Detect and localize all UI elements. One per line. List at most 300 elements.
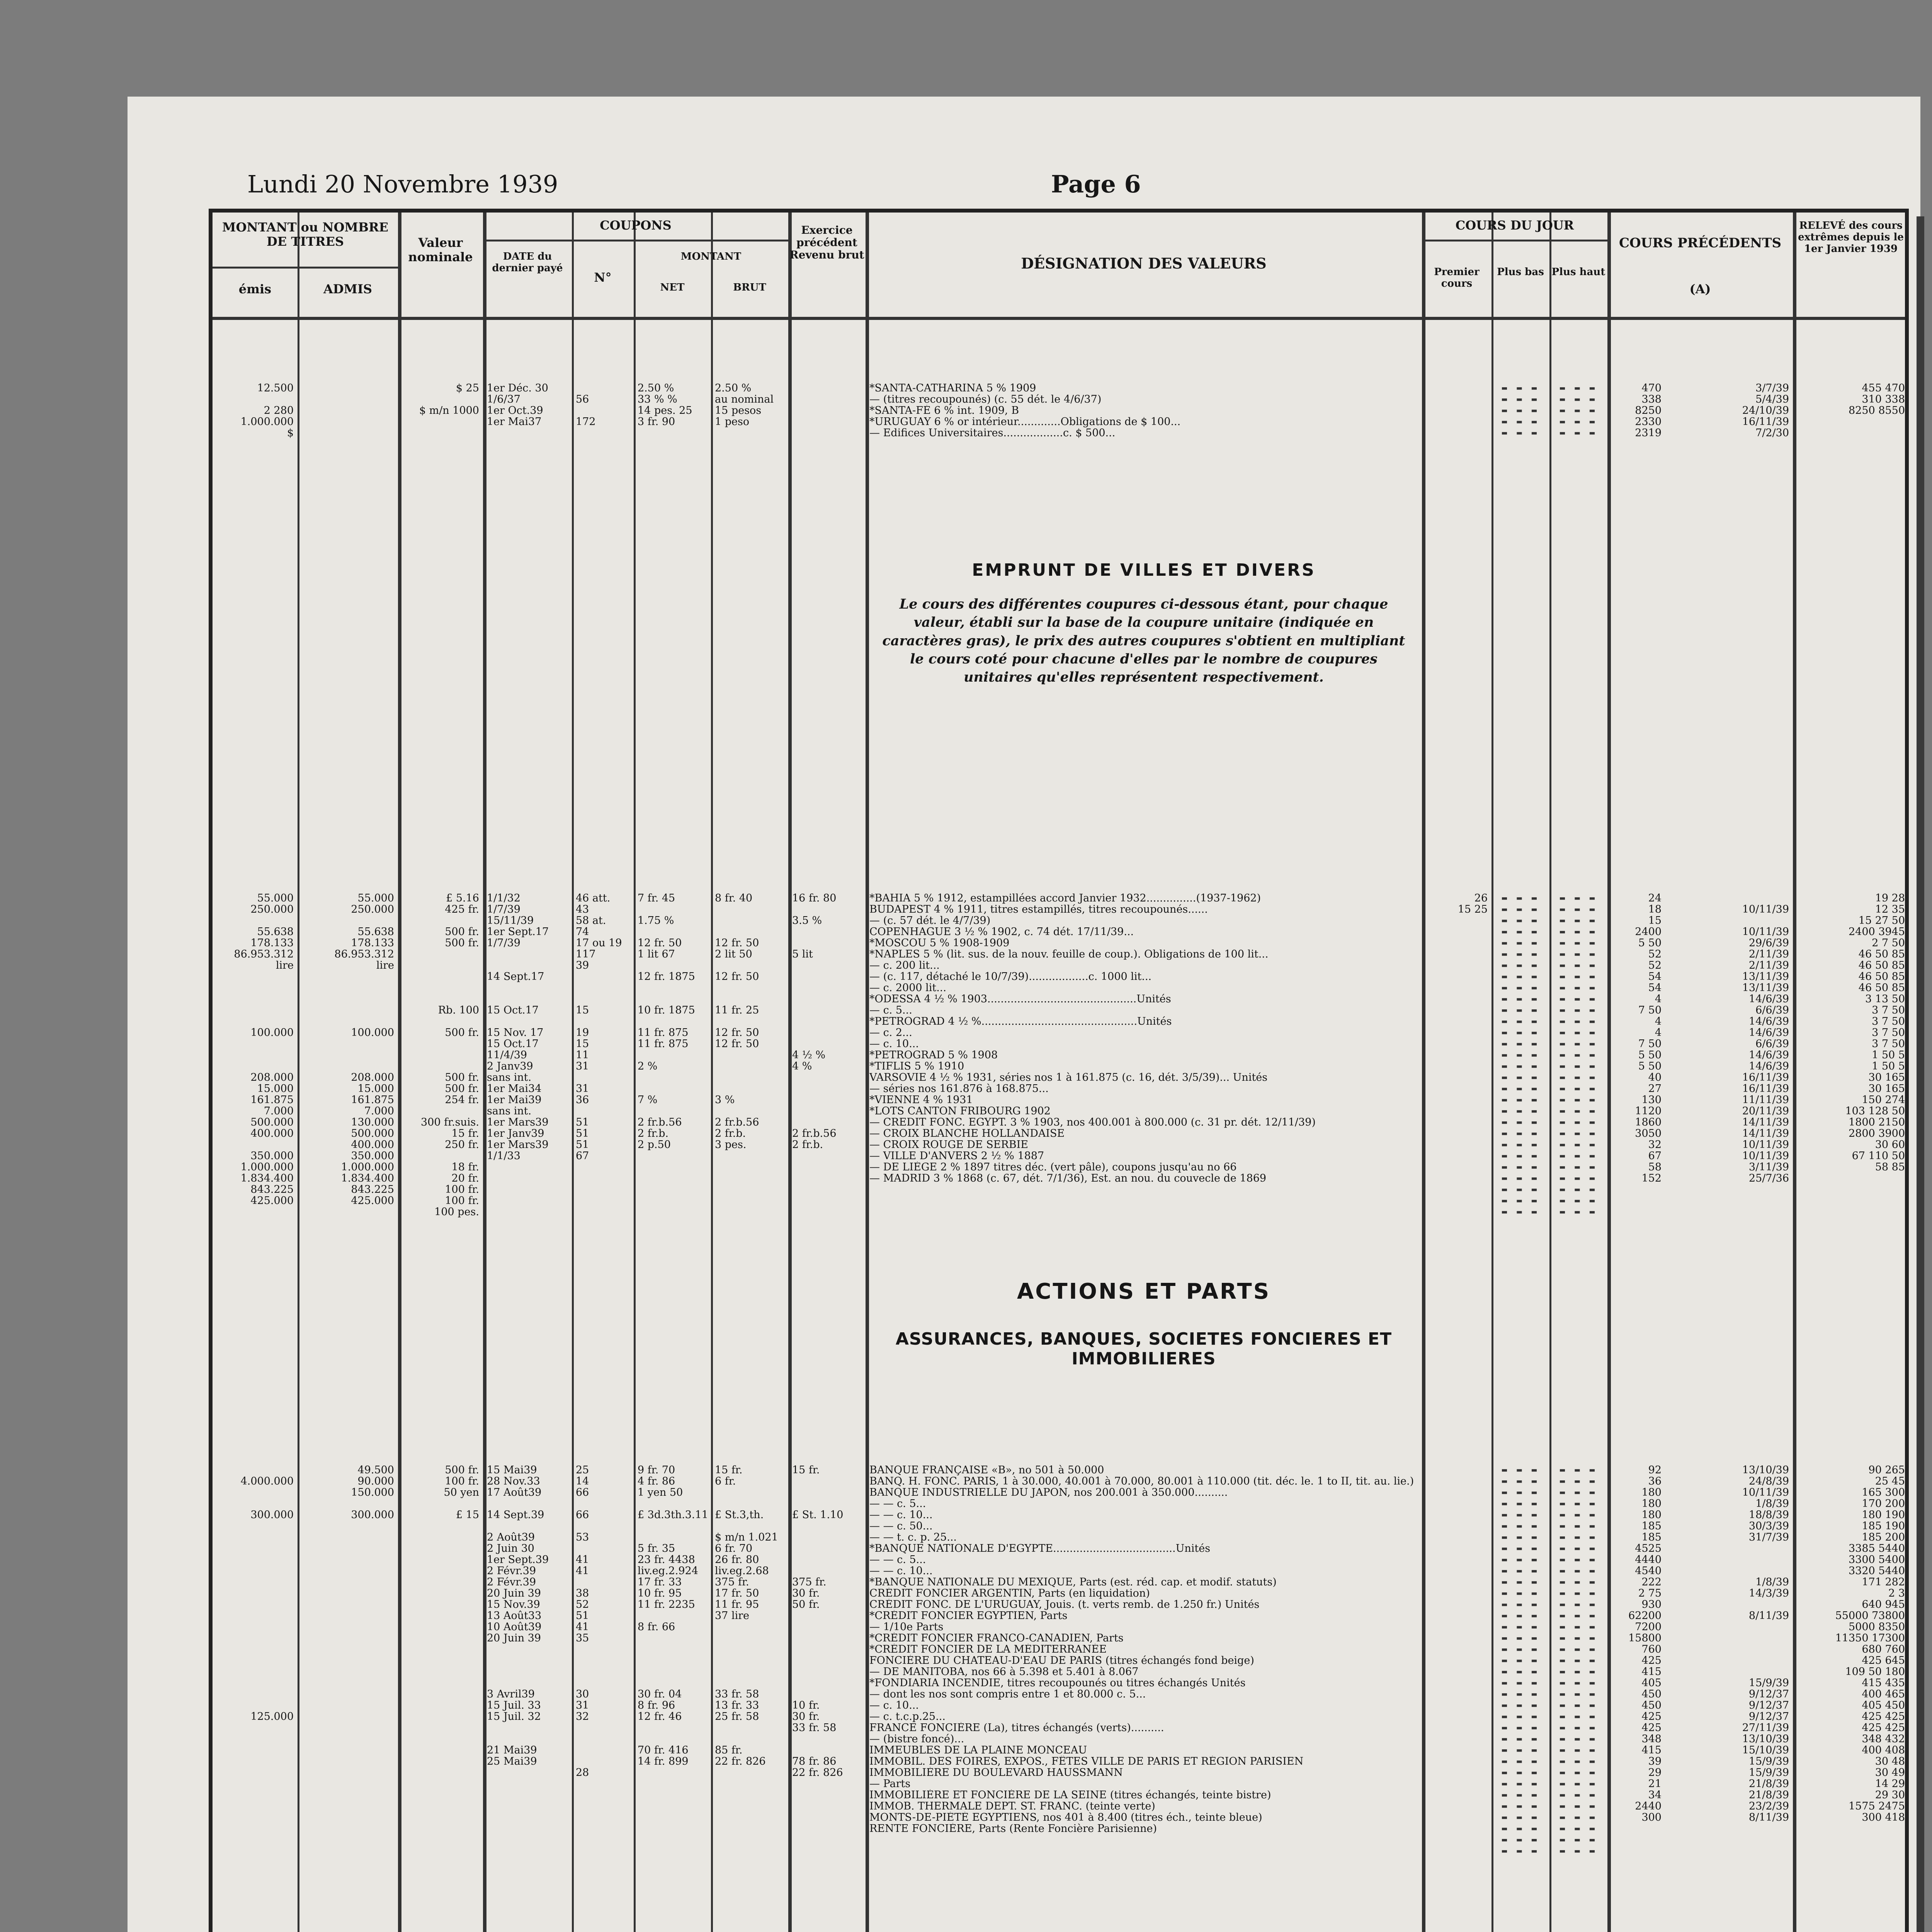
table-cell: 46 50 85	[1858, 982, 1905, 993]
table-cell	[576, 1105, 630, 1117]
table-cell: 18	[1648, 904, 1662, 915]
dash-placeholder: ▬ ▬ ▬	[1560, 1577, 1597, 1587]
table-cell	[216, 982, 294, 993]
emprunts-dates-prec-column	[1700, 893, 1789, 1218]
table-cell: 11	[576, 1049, 589, 1061]
col-sep	[483, 213, 486, 1932]
table-cell: 5 lit	[792, 949, 813, 960]
dash-placeholder: ▬ ▬ ▬	[1502, 428, 1539, 438]
table-cell: 15 fr.	[451, 1128, 479, 1139]
table-cell: 19	[576, 1027, 589, 1038]
table-cell	[792, 1105, 864, 1117]
table-cell: 300 418	[1862, 1812, 1905, 1823]
table-cell: 9/12/37	[1748, 1689, 1789, 1700]
table-cell: 14/6/39	[1748, 1061, 1789, 1072]
table-cell	[1426, 1498, 1488, 1509]
table-cell	[638, 1733, 709, 1745]
table-cell: 14 fr. 899	[638, 1756, 689, 1767]
table-cell	[638, 1610, 709, 1621]
table-cell: 6 fr. 70	[715, 1543, 753, 1554]
table-cell: VARSOVIE 4 ½ % 1931, séries nos 1 à 161.875 (c. 16, dét. 3/5/39)... Unités	[869, 1072, 1268, 1083]
assurances-plus-haut-column	[1553, 1464, 1604, 1857]
table-cell	[715, 1173, 786, 1184]
dash-placeholder: ▬ ▬ ▬	[1560, 1173, 1597, 1183]
table-cell	[715, 1061, 786, 1072]
table-cell	[792, 993, 864, 1005]
table-cell: 37 lire	[715, 1610, 750, 1621]
table-cell	[402, 1689, 479, 1700]
table-cell	[638, 1173, 709, 1184]
table-cell: 300.000	[351, 1509, 394, 1520]
table-cell: 66	[576, 1509, 589, 1520]
table-cell: 1 lit 67	[638, 949, 675, 960]
table-cell	[576, 1845, 630, 1857]
table-cell	[301, 1722, 394, 1733]
table-cell: 11 fr. 875	[638, 1027, 689, 1038]
table-cell	[1611, 1845, 1662, 1857]
table-cell	[1426, 1038, 1488, 1049]
table-cell	[1426, 1745, 1488, 1756]
dash-placeholder: ▬ ▬ ▬	[1502, 1701, 1539, 1710]
table-cell: 24/10/39	[1742, 405, 1789, 416]
emprunts-note: Le cours des différentes coupures ci-dessous étant, pour chaque valeur, établi sur la base de la coupure unitaire (indiquée en caractères gras), le prix des autres coupures s'obtient en multipliant le cours coté pour chacune d'elles par le nombre de coupures unitaires qu'elles représentent respectivement.	[882, 596, 1405, 685]
table-cell: 7200	[1635, 1621, 1662, 1633]
table-cell	[301, 1038, 394, 1049]
table-cell	[792, 1162, 864, 1173]
table-cell	[638, 1677, 709, 1689]
table-cell	[1426, 915, 1488, 926]
table-cell	[1426, 383, 1488, 394]
table-cell: 185 200	[1862, 1532, 1905, 1543]
table-cell	[792, 1812, 864, 1823]
dash-placeholder: ▬ ▬ ▬	[1502, 1689, 1539, 1699]
table-cell	[487, 1845, 568, 1857]
dash-placeholder: ▬ ▬ ▬	[1560, 1801, 1597, 1811]
table-cell	[487, 427, 568, 439]
emprunts-emis-column	[216, 893, 294, 1218]
table-cell	[301, 1801, 394, 1812]
dash-placeholder: ▬ ▬ ▬	[1560, 893, 1597, 903]
table-cell	[638, 1823, 709, 1834]
dash-placeholder: ▬ ▬ ▬	[1560, 938, 1597, 948]
table-cell: 14 pes. 25	[638, 405, 692, 416]
dash-placeholder: ▬ ▬ ▬	[1502, 1723, 1539, 1733]
table-cell	[792, 1633, 864, 1644]
table-cell	[792, 1610, 864, 1621]
dash-placeholder: ▬ ▬ ▬	[1560, 1734, 1597, 1744]
table-cell: 13/10/39	[1742, 1733, 1789, 1745]
table-cell: 30/3/39	[1748, 1520, 1789, 1532]
dash-placeholder: ▬ ▬ ▬	[1502, 1510, 1539, 1520]
top-exercice-column	[792, 383, 864, 439]
table-cell: 15800	[1628, 1633, 1662, 1644]
table-cell: 15	[576, 1038, 589, 1049]
table-cell: 1er Janv39	[487, 1128, 544, 1139]
table-cell	[1426, 1823, 1488, 1834]
table-cell	[1426, 1195, 1488, 1206]
table-cell	[638, 427, 709, 439]
table-cell	[402, 1610, 479, 1621]
table-cell	[715, 1072, 786, 1083]
dash-placeholder: ▬ ▬ ▬	[1560, 1622, 1597, 1632]
table-cell	[715, 1789, 786, 1801]
table-cell	[1426, 1610, 1488, 1621]
table-cell: 49.500	[357, 1464, 394, 1476]
table-cell	[1611, 1834, 1662, 1845]
table-cell: 33 % %	[638, 394, 677, 405]
table-cell: 7 %	[638, 1094, 658, 1105]
table-cell: 300	[1641, 1812, 1662, 1823]
table-cell	[402, 1520, 479, 1532]
table-cell: 55000 73800	[1835, 1610, 1905, 1621]
table-cell: — CREDIT FONC. EGYPT. 3 % 1903, nos 400.001 à 800.000 (c. 31 pr. dét. 12/11/39)	[869, 1117, 1316, 1128]
assurances-valeur-column	[402, 1464, 479, 1857]
table-cell	[301, 1049, 394, 1061]
dash-placeholder: ▬ ▬ ▬	[1502, 1600, 1539, 1609]
table-cell: — c. t.c.p.25...	[869, 1711, 946, 1722]
table-cell: 250.000	[351, 904, 394, 915]
table-cell: 5 fr. 35	[638, 1543, 675, 1554]
table-cell: 25 45	[1875, 1476, 1905, 1487]
table-cell: *VIENNE 4 % 1931	[869, 1094, 973, 1105]
table-cell	[1426, 1655, 1488, 1666]
table-cell	[216, 1621, 294, 1633]
table-cell: 15	[1648, 915, 1662, 926]
table-cell: 4	[1655, 1016, 1662, 1027]
assurances-exercice-column	[792, 1464, 864, 1857]
table-cell: — — c. 5...	[869, 1498, 926, 1509]
table-cell: 30	[576, 1689, 589, 1700]
table-cell	[792, 1487, 864, 1498]
table-cell: 55.000	[257, 893, 294, 904]
table-cell	[638, 1834, 709, 1845]
table-cell: 86.953.312	[234, 949, 294, 960]
table-cell	[216, 1655, 294, 1666]
assurances-prec-column	[1611, 1464, 1662, 1857]
assurances-emis-column	[216, 1464, 294, 1857]
col-sep	[866, 213, 869, 1932]
table-cell: 3 fr. 90	[638, 416, 675, 427]
table-cell: £ 3d.3th.3.11	[638, 1509, 708, 1520]
table-cell	[1797, 1195, 1905, 1206]
dash-placeholder: ▬ ▬ ▬	[1502, 1544, 1539, 1553]
table-cell	[715, 1677, 786, 1689]
table-cell: 1575 2475	[1848, 1801, 1905, 1812]
table-cell: 1/8/39	[1755, 1498, 1789, 1509]
table-cell	[487, 1823, 568, 1834]
table-cell: 41	[576, 1565, 589, 1577]
dash-placeholder: ▬ ▬ ▬	[1560, 1151, 1597, 1161]
table-cell: 470	[1641, 383, 1662, 394]
table-cell: — CROIX BLANCHE HOLLANDAISE	[869, 1128, 1065, 1139]
table-cell: 17 fr. 33	[638, 1577, 682, 1588]
table-cell	[216, 1733, 294, 1745]
assurances-brut-column	[715, 1464, 786, 1857]
table-cell	[216, 1722, 294, 1733]
table-cell	[792, 1027, 864, 1038]
table-cell: 56	[576, 394, 589, 405]
table-cell	[576, 971, 630, 982]
table-cell: 41	[576, 1554, 589, 1565]
table-cell: 15 pesos	[715, 405, 762, 416]
table-cell	[792, 1745, 864, 1756]
table-cell	[1426, 1666, 1488, 1677]
table-cell	[402, 1700, 479, 1711]
table-cell	[1426, 427, 1488, 439]
table-cell	[792, 1689, 864, 1700]
table-cell: 32	[1648, 1139, 1662, 1150]
table-cell: 1er Mai39	[487, 1094, 542, 1105]
page-number: Page 6	[1051, 170, 1141, 198]
col-net: NET	[660, 282, 685, 293]
table-cell	[1426, 1049, 1488, 1061]
table-cell	[792, 960, 864, 971]
table-cell	[402, 1677, 479, 1689]
table-cell: — c. 200 lit...	[869, 960, 940, 971]
table-cell: 58 at.	[576, 915, 606, 926]
dash-placeholder: ▬ ▬ ▬	[1502, 1073, 1539, 1082]
table-cell: 3.5 %	[792, 915, 822, 926]
dash-placeholder: ▬ ▬ ▬	[1560, 905, 1597, 914]
table-cell: 46 att.	[576, 893, 611, 904]
table-cell	[792, 904, 864, 915]
header-subrule	[483, 240, 788, 242]
table-cell: 11 fr. 2235	[638, 1599, 695, 1610]
col-sep	[711, 213, 713, 1932]
top-dates-column	[487, 383, 568, 439]
table-cell: — c. 5...	[869, 1005, 912, 1016]
table-cell	[402, 1722, 479, 1733]
table-cell	[402, 1105, 479, 1117]
table-cell: 14/11/39	[1742, 1117, 1789, 1128]
table-cell	[715, 1162, 786, 1173]
dash-placeholder: ▬ ▬ ▬	[1560, 983, 1597, 993]
table-cell: 18 fr.	[451, 1162, 479, 1173]
table-cell	[216, 1745, 294, 1756]
table-cell	[792, 383, 864, 394]
table-cell: 13/11/39	[1742, 971, 1789, 982]
table-cell: 100 pes.	[434, 1206, 479, 1218]
table-cell: 58	[1648, 1162, 1662, 1173]
table-cell: 6/6/39	[1755, 1038, 1789, 1049]
dash-placeholder: ▬ ▬ ▬	[1560, 1084, 1597, 1094]
table-cell: *MOSCOU 5 % 1908-1909	[869, 937, 1010, 949]
table-cell: 250.000	[250, 904, 294, 915]
dash-placeholder: ▬ ▬ ▬	[1560, 1544, 1597, 1553]
table-cell: 15 fr.	[792, 1464, 820, 1476]
table-cell: *ODESSA 4 ½ % 1903.............................................Unités	[869, 993, 1171, 1005]
table-cell: sans int.	[487, 1072, 532, 1083]
table-cell: 10 Août39	[487, 1621, 542, 1633]
table-cell	[576, 1677, 630, 1689]
dash-placeholder: ▬ ▬ ▬	[1502, 1566, 1539, 1576]
table-cell	[792, 1845, 864, 1857]
table-cell	[402, 1778, 479, 1789]
table-cell: 2 %	[638, 1061, 658, 1072]
table-cell: 2319	[1635, 427, 1662, 439]
table-cell	[792, 394, 864, 405]
table-cell: 12 fr. 50	[715, 1038, 759, 1049]
table-cell: *CRÉDIT FONCIER DE LA MÉDITERRANÉE	[869, 1644, 1107, 1655]
table-cell: *BANQUE NATIONALE DU MEXIQUE, Parts (est. réd. cap. et modif. statuts)	[869, 1577, 1277, 1588]
table-cell	[638, 904, 709, 915]
table-cell	[402, 993, 479, 1005]
table-cell	[638, 1722, 709, 1733]
table-cell: 1.000.000	[341, 1162, 394, 1173]
table-cell: 400.000	[351, 1139, 394, 1150]
table-cell	[638, 1105, 709, 1117]
emprunts-releve-column	[1797, 893, 1905, 1218]
table-cell: *FONDIARIA INCENDIE, titres recoupounés ou titres échangés Unités	[869, 1677, 1246, 1689]
table-cell: au nominal	[715, 394, 774, 405]
table-cell: 180 190	[1862, 1509, 1905, 1520]
table-cell: 8250 8550	[1848, 405, 1905, 416]
table-cell	[301, 1767, 394, 1778]
table-cell	[638, 1655, 709, 1666]
table-cell	[638, 1801, 709, 1812]
table-cell: 14 Sept.39	[487, 1509, 544, 1520]
table-cell: 51	[576, 1610, 589, 1621]
assurances-releve-column	[1797, 1464, 1905, 1857]
table-cell	[792, 926, 864, 937]
table-cell: 8250	[1635, 405, 1662, 416]
table-cell: — c. 2000 lit...	[869, 982, 947, 993]
table-cell: 208.000	[351, 1072, 394, 1083]
table-cell: 7 50	[1638, 1038, 1662, 1049]
dash-placeholder: ▬ ▬ ▬	[1502, 949, 1539, 959]
table-cell	[638, 1812, 709, 1823]
col-sep	[1422, 213, 1425, 1932]
table-cell	[1611, 1184, 1662, 1195]
table-cell	[1426, 1162, 1488, 1173]
table-cell: 415	[1641, 1666, 1662, 1677]
table-cell	[487, 1778, 568, 1789]
table-cell	[1426, 1139, 1488, 1150]
table-cell: 500 fr.	[445, 1072, 479, 1083]
table-cell: 1800 2150	[1848, 1117, 1905, 1128]
table-cell: *URUGUAY 6 % or intérieur.............Obligations de $ 100...	[869, 416, 1181, 427]
table-cell: — Parts	[869, 1778, 911, 1789]
table-cell	[1426, 926, 1488, 937]
table-cell	[1426, 1700, 1488, 1711]
table-cell	[576, 1173, 630, 1184]
col-coupons: COUPONS	[600, 218, 672, 233]
table-cell: 500.000	[351, 1128, 394, 1139]
table-cell: 161.875	[351, 1094, 394, 1105]
table-cell	[1611, 1195, 1662, 1206]
table-cell: 3 7 50	[1872, 1038, 1905, 1049]
table-cell: 4440	[1635, 1554, 1662, 1565]
table-cell	[1700, 1633, 1789, 1644]
table-cell: £ St. 1.10	[792, 1509, 844, 1520]
table-cell	[402, 1016, 479, 1027]
top-admis-column	[301, 383, 394, 439]
dash-placeholder: ▬ ▬ ▬	[1502, 406, 1539, 415]
table-cell	[1426, 1206, 1488, 1218]
table-cell	[402, 1061, 479, 1072]
table-cell: 165 300	[1862, 1487, 1905, 1498]
table-cell	[487, 982, 568, 993]
table-cell: 39	[1648, 1756, 1662, 1767]
table-cell	[576, 1577, 630, 1588]
table-cell: 2400	[1635, 926, 1662, 937]
table-cell: £ 5.16	[446, 893, 479, 904]
dash-placeholder: ▬ ▬ ▬	[1502, 1813, 1539, 1822]
table-cell: 92	[1648, 1464, 1662, 1476]
table-cell	[402, 1554, 479, 1565]
table-cell: — — c. 5...	[869, 1554, 926, 1565]
dash-placeholder: ▬ ▬ ▬	[1560, 1050, 1597, 1060]
dash-placeholder: ▬ ▬ ▬	[1560, 1689, 1597, 1699]
table-cell	[1426, 971, 1488, 982]
dash-placeholder: ▬ ▬ ▬	[1502, 1734, 1539, 1744]
table-cell: 10 fr.	[792, 1700, 820, 1711]
table-cell: 46 50 85	[1858, 960, 1905, 971]
table-cell	[402, 1599, 479, 1610]
dash-placeholder: ▬ ▬ ▬	[1560, 1061, 1597, 1071]
table-cell: 2 280	[264, 405, 294, 416]
table-cell	[792, 1173, 864, 1184]
table-cell: 15.000	[257, 1083, 294, 1094]
table-cell	[792, 1789, 864, 1801]
table-cell: 34	[1648, 1789, 1662, 1801]
col-no: N°	[594, 270, 612, 285]
table-cell: 10 fr. 1875	[638, 1005, 695, 1016]
assurances-dates-prec-column	[1700, 1464, 1789, 1857]
table-cell: — MADRID 3 % 1868 (c. 67, dét. 7/1/36), Est. an nou. du couvecle de 1869	[869, 1173, 1267, 1184]
table-cell: — Edifices Universitaires..................c. $ 500...	[869, 427, 1116, 439]
table-cell: 2 fr.b.	[792, 1139, 823, 1150]
table-cell	[1797, 427, 1905, 439]
table-cell	[402, 1789, 479, 1801]
table-cell	[1700, 1823, 1789, 1834]
table-cell	[487, 1173, 568, 1184]
table-cell: $ m/n 1.021	[715, 1532, 778, 1543]
table-cell	[1426, 1083, 1488, 1094]
dash-placeholder: ▬ ▬ ▬	[1560, 1162, 1597, 1172]
table-cell	[1426, 1689, 1488, 1700]
dash-placeholder: ▬ ▬ ▬	[1560, 1566, 1597, 1576]
table-cell	[792, 416, 864, 427]
table-cell	[1426, 394, 1488, 405]
table-cell: 348 432	[1862, 1733, 1905, 1745]
table-cell	[487, 1722, 568, 1733]
table-cell: 425 645	[1862, 1655, 1905, 1666]
table-cell	[216, 1139, 294, 1150]
table-cell: 35	[576, 1633, 589, 1644]
dash-placeholder: ▬ ▬ ▬	[1502, 983, 1539, 993]
table-cell	[576, 982, 630, 993]
dash-placeholder: ▬ ▬ ▬	[1560, 1790, 1597, 1800]
table-cell: CRÉDIT FONC. DE L'URUGUAY, Jouis. (t. verts remb. de 1.250 fr.) Unités	[869, 1599, 1260, 1610]
table-cell	[792, 1677, 864, 1689]
table-cell	[402, 1801, 479, 1812]
table-cell: 15 Oct.17	[487, 1038, 539, 1049]
table-cell	[1700, 1621, 1789, 1633]
table-cell: 17 ou 19	[576, 937, 622, 949]
table-cell	[1797, 1834, 1905, 1845]
table-cell: 7/2/30	[1755, 427, 1789, 439]
table-cell: 5000 8350	[1848, 1621, 1905, 1633]
table-cell: 2 Juin 30	[487, 1543, 534, 1554]
table-cell: 55.000	[357, 893, 394, 904]
top-premier-column	[1426, 383, 1488, 439]
table-cell: 15/10/39	[1742, 1745, 1789, 1756]
table-cell	[638, 1162, 709, 1173]
table-cell	[869, 1206, 1418, 1218]
table-cell	[576, 1184, 630, 1195]
dash-placeholder: ▬ ▬ ▬	[1560, 1846, 1597, 1856]
